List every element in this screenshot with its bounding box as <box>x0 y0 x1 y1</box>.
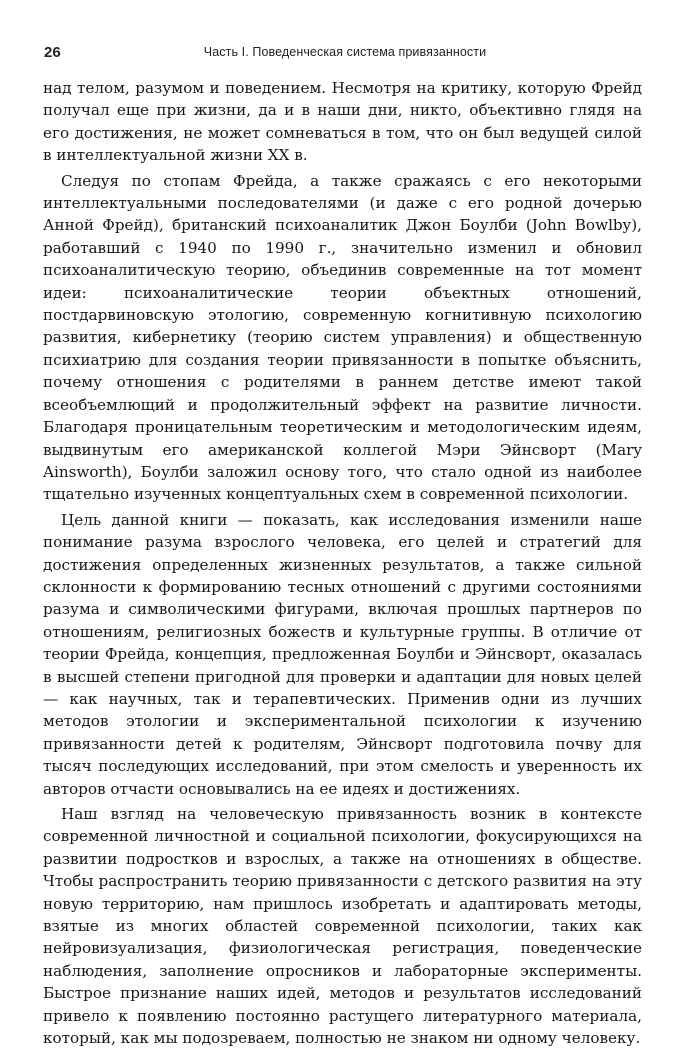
paragraph: Наш взгляд на человеческую привязанность возник в контексте современной личностной и социальной психологии, фокусирующихся на развитии подростков и взрослых, а также на отношениях в обществе. Чтобы распространить теорию привязанности с детского развития на эту новую территорию, нам пришлось изобретать и адаптировать методы, взятые из многих областей современной психологии, таких как нейровизуализация, физиологическая регистрация, поведенческие наблюдения, заполнение опросников и лабораторные эксперименты. Быстрое признание наших идей, методов и результатов исследований привело к появлению постоянно растущего литературного материала, который, как мы подозреваем, полностью не знаком ни одному человеку. <box>43 805 642 1048</box>
paragraph: Цель данной книги — показать, как исследования изменили наше понимание разума взрослого человека, его целей и стратегий для достижения определенных жизненных результатов, а также сильной склонности к формированию тесных отношений с другими состояниями разума и символическими фигурами, включая прошлых партнеров по отношениям, религиозных божеств и культурные группы. В отличие от теории Фрейда, концепция, предложенная Боулби и Эйнсворт, оказалась в высшей степени пригодной для проверки и адаптации для новых целей — как научных, так и терапевтических. Применив одни из лучших методов этологии и экспериментальной психологии к изучению привязанности детей к родителям, Эйнсворт подготовила почву для тысяч последующих исследований, при этом смелость и уверенность их авторов отчасти основывались на ее идеях и достижениях. <box>43 510 642 798</box>
page-number: 26 <box>44 44 61 61</box>
body-text <box>43 77 642 1052</box>
running-title: Часть I. Поведенческая система привязанности <box>203 45 487 59</box>
paragraph-continued: над телом, разумом и поведением. Несмотря на критику, которую Фрейд получал еще при жизни, да и в наши дни, никто, объективно глядя на его достижения, не может сомневаться в том, что он был ведущей силой в интеллектуальной жизни XX в. <box>43 79 642 165</box>
paragraph: Следуя по стопам Фрейда, а также сражаясь с его некоторыми интеллектуальными последователями (и даже с его родной дочерью Анной Фрейд), британский психоаналитик Джон Боулби (John Bowlby), работавший с 1940 по 1990 г., значительно изменил и обновил психоаналитическую теорию, объединив современные на тот момент идеи: психоаналитические теории объектных отношений, постдарвиновскую этологию, современную когнитивную психологию развития, кибернетику (теорию систем управления) и общественную психиатрию для создания теории привязанности в попытке объяснить, почему отношения с родителями в раннем детстве имеют такой всеобъемлющий и продолжительный эффект на развитие личности. Благодаря проницательным теоретическим и методологическим идеям, выдвинутым его американской коллегой Мэри Эйнсворт (Mary Ainsworth), Боулби заложил основу того, что стало одной из наиболее тщательно изученных концептуальных схем в современной психологии. <box>43 171 642 504</box>
running-header <box>44 44 646 66</box>
